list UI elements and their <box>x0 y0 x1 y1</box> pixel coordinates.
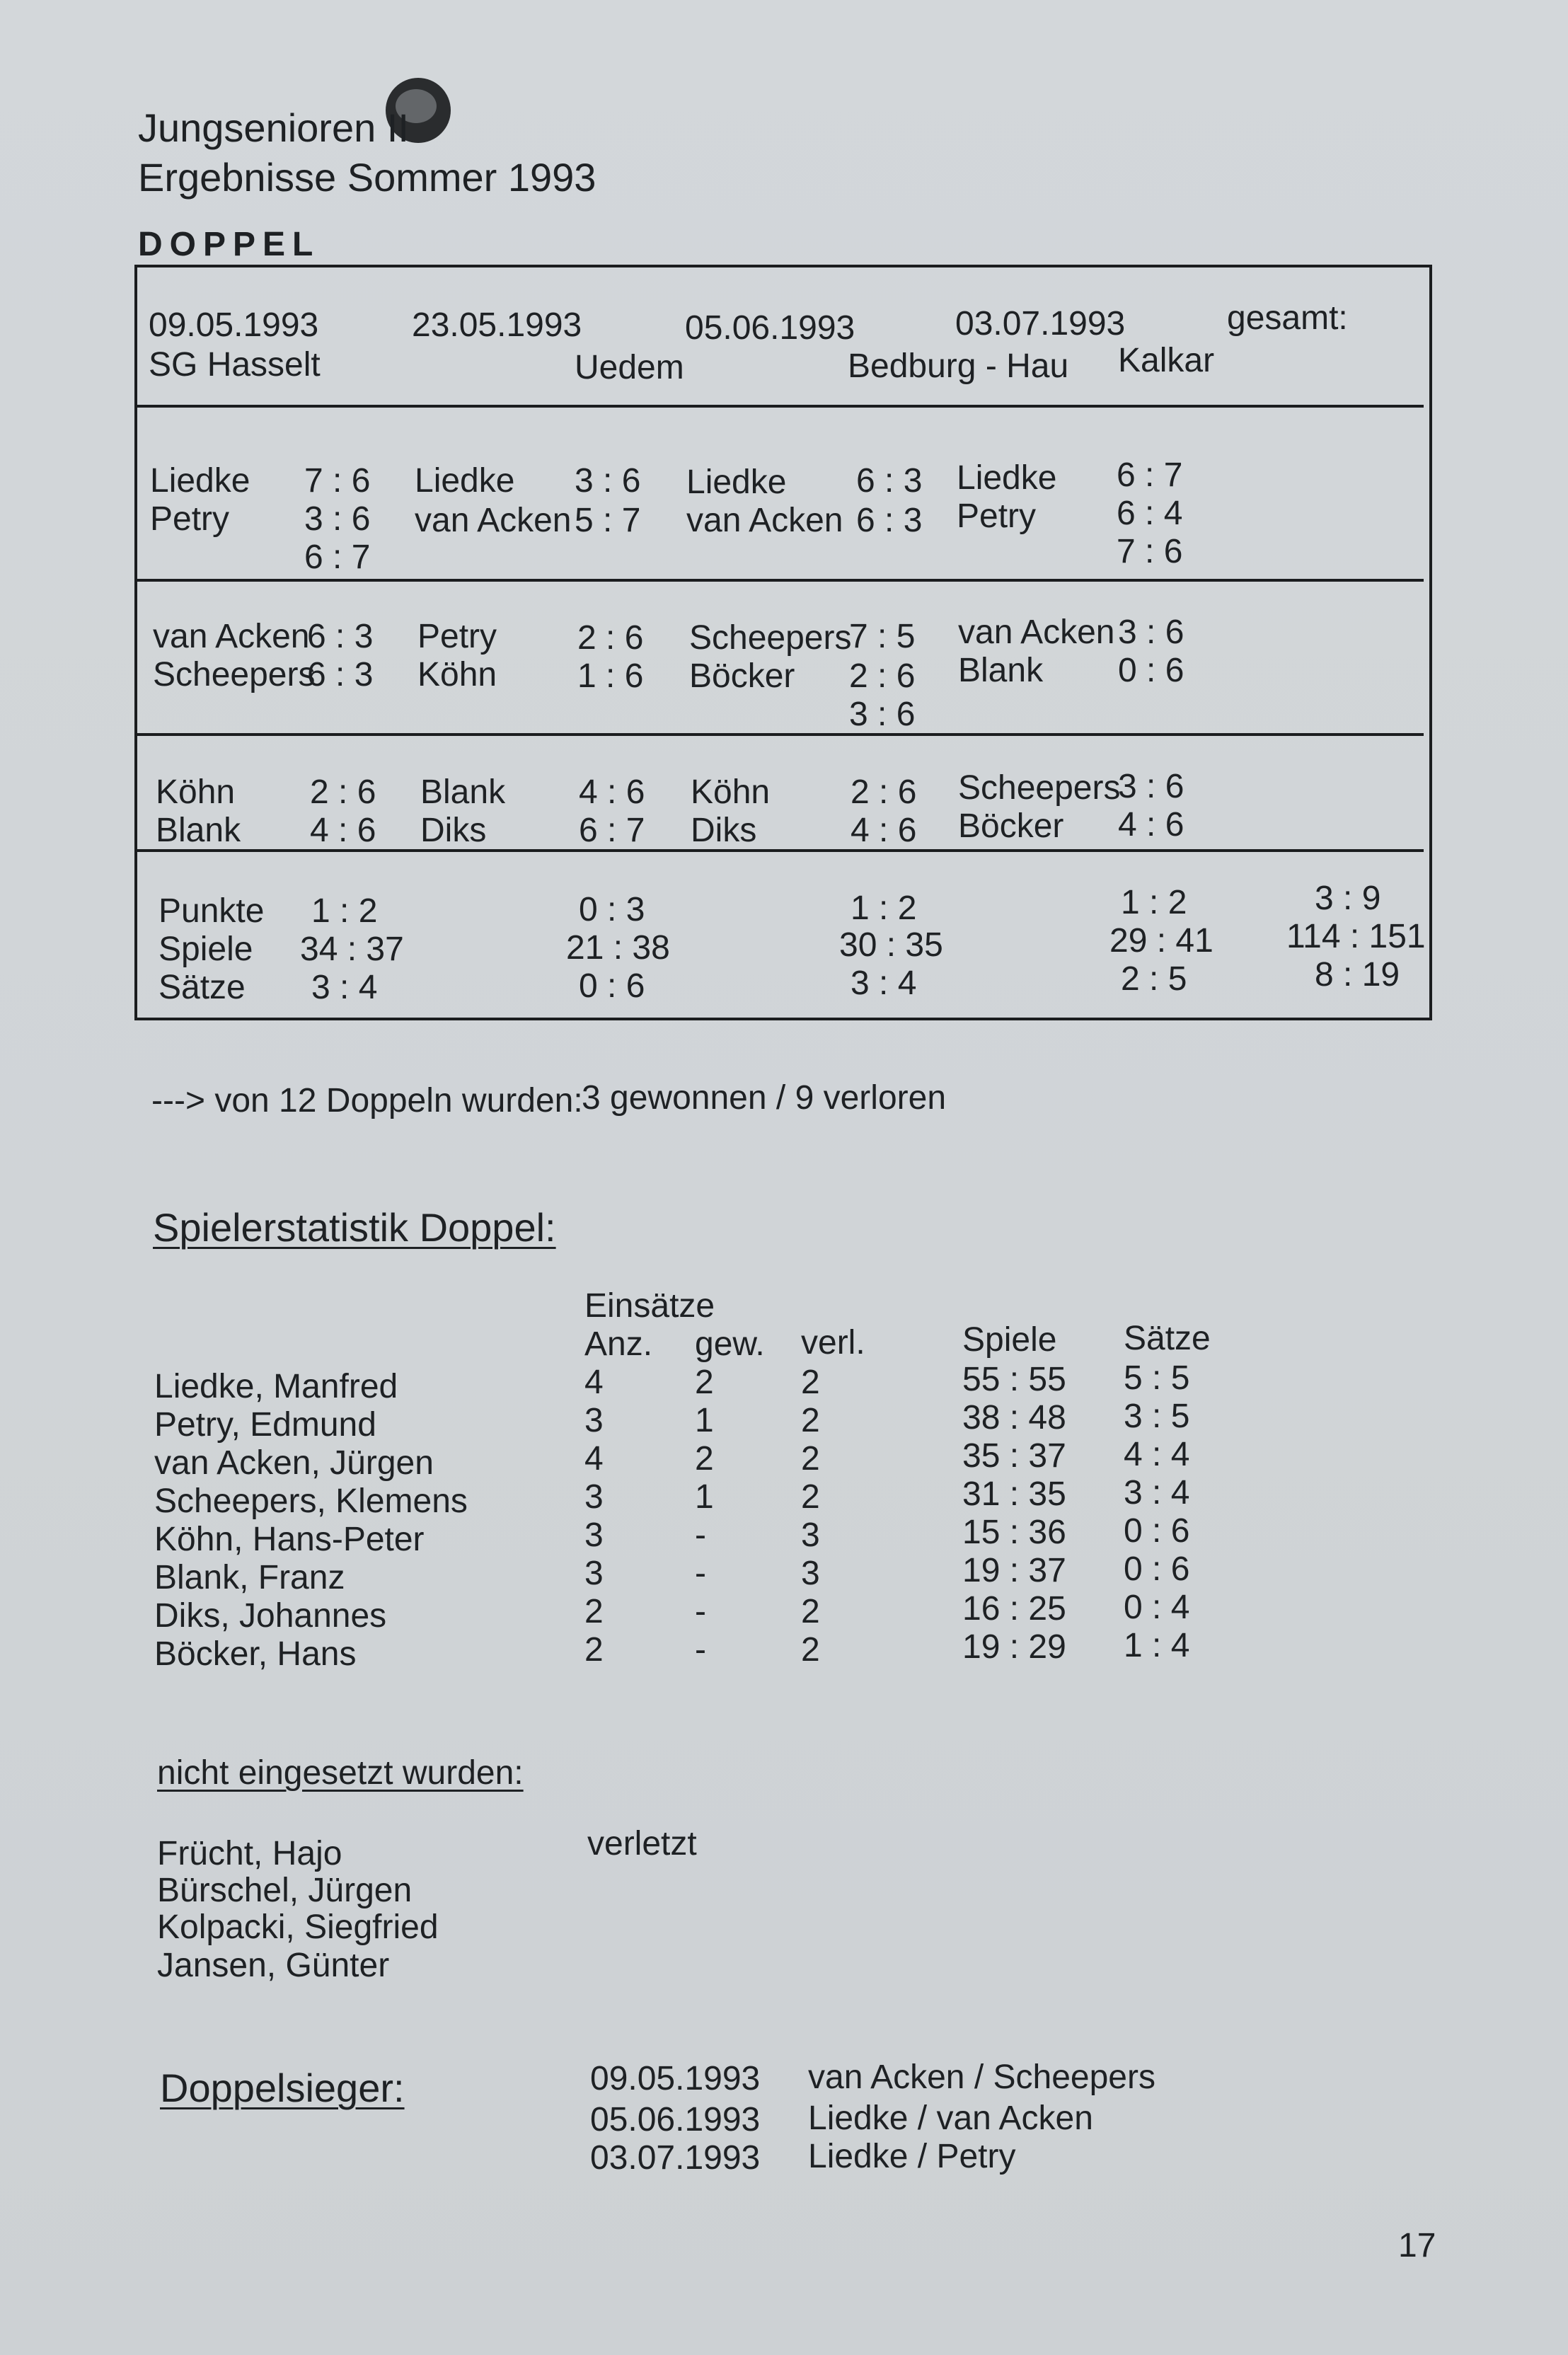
stats-verl: 2 <box>801 1478 820 1516</box>
set-score: 4 : 6 <box>1118 806 1184 843</box>
stats-player-name: Liedke, Manfred <box>154 1368 398 1405</box>
not-used-player: Frücht, Hajo <box>157 1835 342 1872</box>
total-value: 8 : 19 <box>1315 956 1400 994</box>
match-date: 23.05.1993 <box>412 306 582 344</box>
stats-anz: 4 <box>584 1440 604 1478</box>
stats-gew: - <box>695 1593 706 1630</box>
player-name: Böcker <box>958 807 1064 845</box>
stats-gew: 1 <box>695 1402 714 1439</box>
player-name: Petry <box>957 497 1037 535</box>
player-name: van Acken <box>153 618 310 655</box>
stats-saetze: 0 : 4 <box>1124 1589 1190 1626</box>
stats-gew: - <box>695 1516 706 1554</box>
total-label: gesamt: <box>1227 299 1348 337</box>
winner-date: 05.06.1993 <box>590 2101 761 2138</box>
match-date: 05.06.1993 <box>685 309 855 347</box>
summary-value: 29 : 41 <box>1109 922 1214 960</box>
stats-saetze: 3 : 5 <box>1124 1398 1190 1435</box>
table-divider <box>137 733 1424 736</box>
stats-verl: 3 <box>801 1555 820 1592</box>
stats-player-name: Blank, Franz <box>154 1559 345 1596</box>
player-name: Liedke <box>415 462 515 500</box>
set-score: 3 : 6 <box>304 500 371 538</box>
match-date: 03.07.1993 <box>955 305 1126 342</box>
match-venue: SG Hasselt <box>149 346 321 384</box>
stats-verl: 2 <box>801 1364 820 1401</box>
result-value: 3 gewonnen / 9 verloren <box>582 1079 947 1117</box>
winner-date: 03.07.1993 <box>590 2139 761 2177</box>
winner-pair: Liedke / van Acken <box>808 2100 1093 2137</box>
stats-gew: - <box>695 1631 706 1669</box>
summary-label-spiele: Spiele <box>158 931 253 968</box>
player-name: van Acken <box>415 502 572 539</box>
table-divider <box>137 579 1424 582</box>
set-score: 0 : 6 <box>1118 652 1184 689</box>
stats-group-header: Einsätze <box>584 1287 715 1325</box>
stats-saetze: 5 : 5 <box>1124 1359 1190 1397</box>
summary-value: 3 : 4 <box>851 965 917 1002</box>
set-score: 6 : 7 <box>1117 456 1183 494</box>
stats-anz: 3 <box>584 1516 604 1554</box>
stats-column-header: gew. <box>695 1325 765 1363</box>
stats-anz: 3 <box>584 1555 604 1592</box>
stats-saetze: 0 : 6 <box>1124 1512 1190 1550</box>
stats-saetze: 1 : 4 <box>1124 1627 1190 1664</box>
summary-value: 0 : 3 <box>579 891 645 928</box>
stats-gew: 2 <box>695 1440 714 1478</box>
stats-saetze: 4 : 4 <box>1124 1436 1190 1473</box>
total-value: 114 : 151 <box>1286 918 1426 955</box>
player-name: Blank <box>420 773 506 811</box>
stats-column-header: Sätze <box>1124 1320 1211 1357</box>
set-score: 4 : 6 <box>851 812 917 849</box>
set-score: 2 : 6 <box>310 773 376 811</box>
set-score: 3 : 6 <box>1118 614 1184 651</box>
not-used-player: Jansen, Günter <box>157 1947 390 1984</box>
summary-value: 1 : 2 <box>1121 884 1187 921</box>
set-score: 6 : 3 <box>856 462 923 500</box>
stats-gew: 2 <box>695 1364 714 1401</box>
stats-spiele: 16 : 25 <box>962 1590 1066 1628</box>
stats-anz: 3 <box>584 1478 604 1516</box>
player-name: Köhn <box>691 773 771 811</box>
stats-spiele: 19 : 37 <box>962 1552 1066 1589</box>
not-used-note: verletzt <box>587 1825 697 1862</box>
set-score: 3 : 6 <box>1118 768 1184 805</box>
set-score: 3 : 6 <box>849 696 916 733</box>
player-name: Petry <box>150 500 230 538</box>
stats-spiele: 55 : 55 <box>962 1361 1066 1398</box>
winners-heading: Doppelsieger: <box>160 2066 405 2110</box>
player-name: Scheepers <box>153 656 316 693</box>
set-score: 6 : 3 <box>307 656 374 693</box>
player-name: Blank <box>156 812 241 849</box>
not-used-player: Kolpacki, Siegfried <box>157 1908 439 1946</box>
summary-label-punkte: Punkte <box>158 892 265 930</box>
player-name: Scheepers <box>958 769 1121 807</box>
total-value: 3 : 9 <box>1315 880 1381 917</box>
player-name: Scheepers <box>689 619 852 657</box>
stats-player-name: Scheepers, Klemens <box>154 1482 468 1520</box>
stats-player-name: Köhn, Hans-Peter <box>154 1521 425 1558</box>
set-score: 6 : 7 <box>304 539 371 576</box>
stats-spiele: 38 : 48 <box>962 1399 1066 1436</box>
match-venue: Bedburg - Hau <box>848 347 1069 385</box>
page-number: 17 <box>1398 2227 1436 2264</box>
stats-verl: 2 <box>801 1631 820 1669</box>
stats-spiele: 15 : 36 <box>962 1514 1066 1551</box>
winner-pair: Liedke / Petry <box>808 2138 1016 2175</box>
page-subtitle: Ergebnisse Sommer 1993 <box>138 155 596 200</box>
stats-player-name: van Acken, Jürgen <box>154 1444 434 1482</box>
winner-date: 09.05.1993 <box>590 2060 761 2097</box>
summary-value: 21 : 38 <box>566 929 670 967</box>
table-divider <box>137 405 1424 408</box>
stats-column-header: Spiele <box>962 1321 1057 1359</box>
set-score: 4 : 6 <box>310 812 376 849</box>
stats-anz: 4 <box>584 1364 604 1401</box>
stats-verl: 2 <box>801 1402 820 1439</box>
set-score: 2 : 6 <box>577 619 644 657</box>
stats-saetze: 3 : 4 <box>1124 1474 1190 1512</box>
stats-column-header: Anz. <box>584 1325 653 1363</box>
stats-spiele: 35 : 37 <box>962 1437 1066 1475</box>
player-name: Liedke <box>686 463 787 501</box>
set-score: 3 : 6 <box>575 462 641 500</box>
player-name: Diks <box>420 812 487 849</box>
player-name: Blank <box>958 652 1044 689</box>
stats-verl: 3 <box>801 1516 820 1554</box>
summary-value: 0 : 6 <box>579 967 645 1005</box>
stats-player-name: Diks, Johannes <box>154 1597 387 1635</box>
set-score: 1 : 6 <box>577 657 644 695</box>
winner-pair: van Acken / Scheepers <box>808 2059 1155 2096</box>
stats-anz: 2 <box>584 1631 604 1669</box>
stats-player-name: Petry, Edmund <box>154 1406 376 1444</box>
not-used-player: Bürschel, Jürgen <box>157 1872 413 1909</box>
page-title: Jungsenioren II <box>138 105 409 150</box>
stats-gew: 1 <box>695 1478 714 1516</box>
set-score: 4 : 6 <box>579 773 645 811</box>
player-name: Köhn <box>156 773 236 811</box>
player-name: van Acken <box>958 614 1115 651</box>
stats-verl: 2 <box>801 1593 820 1630</box>
summary-value: 30 : 35 <box>839 926 943 964</box>
match-venue: Uedem <box>575 349 684 386</box>
player-name: Diks <box>691 812 757 849</box>
set-score: 7 : 6 <box>1117 533 1183 570</box>
summary-label-saetze: Sätze <box>158 969 246 1006</box>
stats-verl: 2 <box>801 1440 820 1478</box>
set-score: 6 : 4 <box>1117 495 1183 532</box>
result-label: ---> von 12 Doppeln wurden: <box>151 1082 583 1119</box>
player-name: Köhn <box>417 656 497 693</box>
stats-player-name: Böcker, Hans <box>154 1635 357 1673</box>
set-score: 6 : 3 <box>307 618 374 655</box>
section-heading: DOPPEL <box>138 226 321 263</box>
stats-anz: 3 <box>584 1402 604 1439</box>
summary-value: 1 : 2 <box>311 892 378 930</box>
set-score: 7 : 6 <box>304 462 371 500</box>
player-name: van Acken <box>686 502 843 539</box>
player-name: Liedke <box>150 462 250 500</box>
match-venue: Kalkar <box>1118 342 1215 379</box>
stats-gew: - <box>695 1555 706 1592</box>
stats-anz: 2 <box>584 1593 604 1630</box>
stats-saetze: 0 : 6 <box>1124 1550 1190 1588</box>
summary-value: 34 : 37 <box>300 931 404 968</box>
player-name: Petry <box>417 618 497 655</box>
not-used-heading: nicht eingesetzt wurden: <box>157 1754 524 1792</box>
stats-column-header: verl. <box>801 1324 865 1361</box>
set-score: 6 : 3 <box>856 502 923 539</box>
summary-value: 1 : 2 <box>851 889 917 927</box>
set-score: 2 : 6 <box>851 773 917 811</box>
match-date: 09.05.1993 <box>149 306 319 344</box>
set-score: 2 : 6 <box>849 657 916 695</box>
set-score: 6 : 7 <box>579 812 645 849</box>
stats-spiele: 31 : 35 <box>962 1475 1066 1513</box>
set-score: 5 : 7 <box>575 502 641 539</box>
player-name: Böcker <box>689 657 795 695</box>
stats-heading: Spielerstatistik Doppel: <box>153 1205 556 1250</box>
stats-spiele: 19 : 29 <box>962 1628 1066 1666</box>
player-name: Liedke <box>957 459 1057 497</box>
summary-value: 3 : 4 <box>311 969 378 1006</box>
summary-value: 2 : 5 <box>1121 960 1187 998</box>
set-score: 7 : 5 <box>849 618 916 655</box>
